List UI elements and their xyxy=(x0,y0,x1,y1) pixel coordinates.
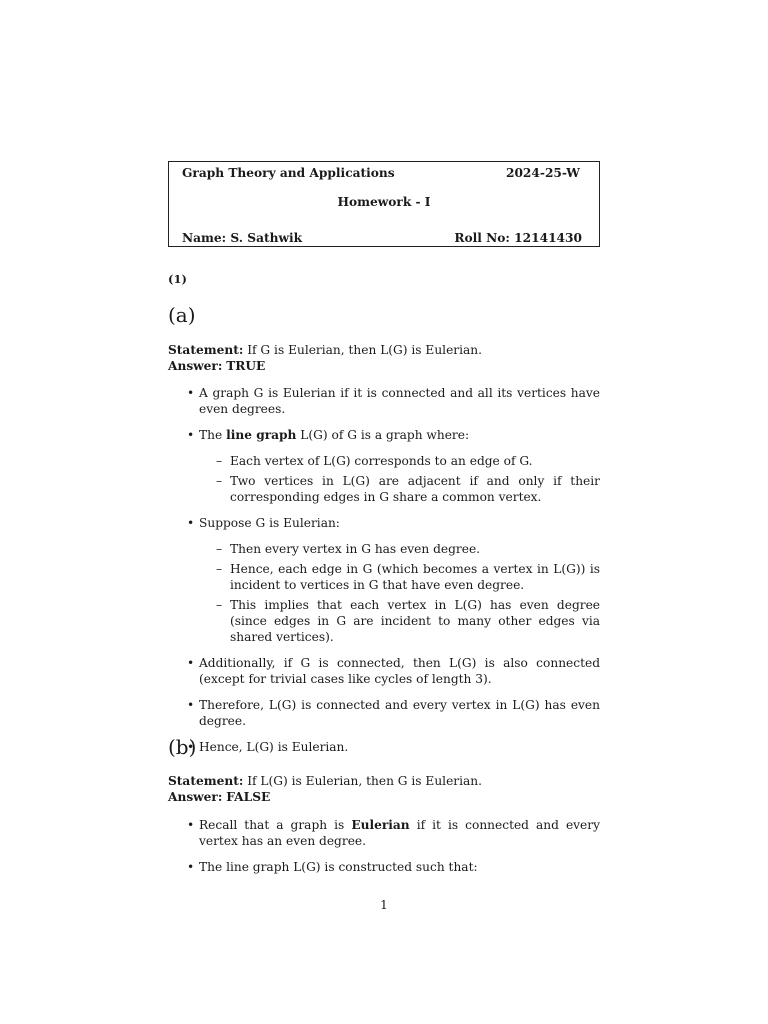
answer-value: FALSE xyxy=(226,790,271,804)
header-box xyxy=(168,161,600,247)
sub-list-item: – Hence, each edge in G (which becomes a vertex in L(G)) is incident to vertices in G that have even degree. xyxy=(172,561,600,593)
page-number: 1 xyxy=(380,898,388,912)
part-a-statement-block xyxy=(168,342,600,374)
part-a-reasoning xyxy=(168,385,600,765)
part-b-answer xyxy=(168,789,600,805)
document-page xyxy=(168,161,600,874)
line-graph-intro: The line graph L(G) of G is a graph where: xyxy=(199,428,470,442)
roll-number: Roll No: 12141430 xyxy=(454,231,582,245)
course-title: Graph Theory and Applications xyxy=(182,166,395,180)
list-item xyxy=(168,427,600,505)
list-item: • Additionally, if G is connected, then L(G) is also connected (except for trivial cases like cycles of length 3). xyxy=(168,655,600,687)
sub-list-item: – Each vertex of L(G) corresponds to an edge of G. xyxy=(172,453,600,469)
homework-title: Homework - I xyxy=(337,195,431,209)
answer-value: TRUE xyxy=(226,359,266,373)
sub-list-item: – This implies that each vertex in L(G) has even degree (since edges in G are incident to many other edges via shared vertices). xyxy=(172,597,600,645)
term-label: 2024-25-W xyxy=(505,166,580,180)
eulerian-term: Eulerian xyxy=(351,818,410,832)
sub-list-item: – Two vertices in L(G) are adjacent if and only if their corresponding edges in G share a common vertex. xyxy=(172,473,600,505)
statement-text: If G is Eulerian, then L(G) is Eulerian. xyxy=(247,343,483,357)
part-b-statement-block xyxy=(168,773,600,805)
statement-label: Statement: xyxy=(168,343,244,357)
suppose-intro: Suppose G is Eulerian: xyxy=(199,516,340,530)
question-number: (1) xyxy=(168,272,187,286)
sub-list-item: – Then every vertex in G has even degree. xyxy=(172,541,600,557)
part-b-statement xyxy=(168,773,600,789)
list-item: • Recall that a graph is Eulerian if it is connected and every vertex has an even degree. xyxy=(168,817,600,849)
list-item: • Therefore, L(G) is connected and every vertex in L(G) has even degree. xyxy=(168,697,600,729)
answer-label: Answer: xyxy=(168,359,223,373)
student-name: Name: S. Sathwik xyxy=(182,231,303,245)
statement-label: Statement: xyxy=(168,774,244,788)
list-item xyxy=(168,515,600,645)
line-graph-term: line graph xyxy=(226,428,297,442)
part-a-answer xyxy=(168,358,600,374)
part-a-title: (a) xyxy=(168,303,196,327)
answer-label: Answer: xyxy=(168,790,223,804)
list-item: • A graph G is Eulerian if it is connected and all its vertices have even degrees. xyxy=(168,385,600,417)
part-a-statement xyxy=(168,342,600,358)
statement-text: If L(G) is Eulerian, then G is Eulerian. xyxy=(247,774,483,788)
list-item: • Hence, L(G) is Eulerian. xyxy=(168,739,600,755)
part-b-title: (b) xyxy=(168,735,197,759)
list-item: • The line graph L(G) is constructed such that: xyxy=(168,859,600,875)
part-b-reasoning xyxy=(168,817,600,885)
